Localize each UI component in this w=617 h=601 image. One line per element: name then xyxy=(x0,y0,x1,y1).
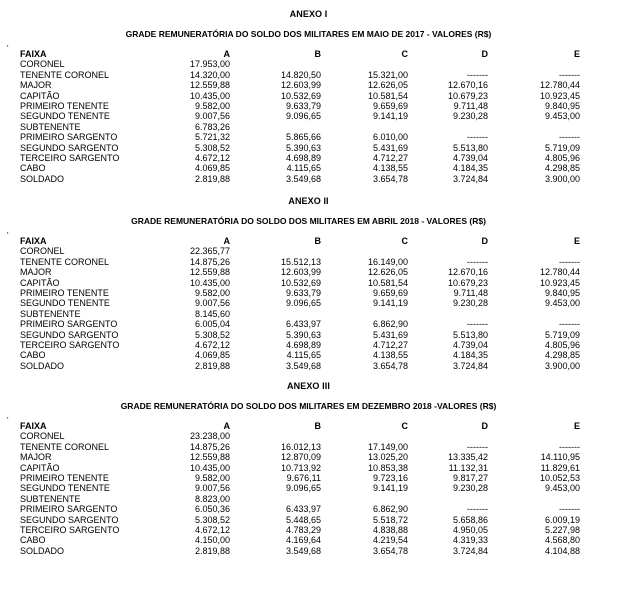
value-cell-a: 8.145,60 xyxy=(194,308,230,319)
table-row xyxy=(20,174,580,184)
value-cell-a: 4.672,12 xyxy=(194,340,230,351)
value-cell-c: 5.431,69 xyxy=(372,142,408,153)
table-row xyxy=(20,80,580,90)
table-row xyxy=(20,525,580,535)
value-cell-a: 10.435,00 xyxy=(189,462,230,473)
table-header-row xyxy=(20,421,580,431)
rank-cell: PRIMEIRO SARGENTO xyxy=(20,504,118,515)
value-cell-e: 9.840,95 xyxy=(544,288,580,299)
value-cell-b: 4.115,65 xyxy=(286,350,321,361)
header-col-d: D xyxy=(481,421,488,431)
value-cell-d: 5.658,86 xyxy=(452,514,488,525)
header-col-e: E xyxy=(573,236,580,246)
rank-cell: SEGUNDO TENENTE xyxy=(20,298,110,309)
value-cell-a: 5.308,52 xyxy=(194,142,230,153)
value-cell-d xyxy=(408,431,488,441)
value-cell-d: ------- xyxy=(467,319,488,330)
value-cell-e xyxy=(488,431,580,441)
annex-3-grade-title: GRADE REMUNERATÓRIA DO SOLDO DOS MILITARES EM DEZEMBRO 2018 -VALORES (R$) xyxy=(120,401,497,411)
value-cell-a: 4.069,85 xyxy=(194,350,230,361)
value-cell-e: 5.719,09 xyxy=(544,329,580,340)
value-cell-a: 12.559,88 xyxy=(189,80,230,91)
value-cell-b: 14.820,50 xyxy=(280,69,321,80)
header-faixa: FAIXA xyxy=(20,421,47,431)
value-cell-b: 12.603,99 xyxy=(280,80,321,91)
rank-cell: CAPITÃO xyxy=(20,462,60,473)
value-cell-b: 16.012,13 xyxy=(280,441,321,452)
rank-cell: SUBTENENTE xyxy=(20,121,81,132)
table-row xyxy=(20,267,580,277)
rank-cell: SOLDADO xyxy=(20,360,65,371)
value-cell-e: 4.298,85 xyxy=(544,163,580,174)
value-cell-b: 10.713,92 xyxy=(280,462,321,473)
table-header-row xyxy=(20,236,580,246)
rank-cell: TERCEIRO SARGENTO xyxy=(20,153,120,164)
value-cell-c: 9.723,16 xyxy=(372,473,408,484)
table-row xyxy=(20,91,580,101)
value-cell-d: 4.319,33 xyxy=(452,535,488,546)
header-col-d: D xyxy=(481,236,488,246)
value-cell-d xyxy=(408,59,488,69)
value-cell-e: 4.104,88 xyxy=(544,545,580,556)
value-cell-c: 4.712,27 xyxy=(372,340,408,351)
value-cell-a: 9.582,00 xyxy=(194,288,230,299)
rank-cell: MAJOR xyxy=(20,80,52,91)
value-cell-d: 9.230,28 xyxy=(452,111,488,122)
value-cell-d: 4.184,35 xyxy=(452,163,488,174)
table-row xyxy=(20,288,580,298)
table-row xyxy=(20,463,580,473)
table-row xyxy=(20,330,580,340)
value-cell-c: 10.853,38 xyxy=(367,462,408,473)
value-cell-e: ------- xyxy=(559,132,580,143)
value-cell-d: ------- xyxy=(467,256,488,267)
value-cell-c xyxy=(321,309,408,319)
value-cell-c: 3.654,78 xyxy=(372,545,408,556)
rank-cell: CABO xyxy=(20,163,46,174)
value-cell-c xyxy=(321,246,408,256)
rank-cell: CABO xyxy=(20,535,46,546)
value-cell-d: 3.724,84 xyxy=(452,173,488,184)
rank-cell: SEGUNDO TENENTE xyxy=(20,111,110,122)
value-cell-a: 12.559,88 xyxy=(189,452,230,463)
table-row xyxy=(20,101,580,111)
value-cell-b: 12.870,09 xyxy=(280,452,321,463)
table-row xyxy=(20,132,580,142)
header-col-b: B xyxy=(314,236,321,246)
value-cell-e: 3.900,00 xyxy=(544,360,580,371)
value-cell-b: 4.169,64 xyxy=(285,535,321,546)
table-row xyxy=(20,278,580,288)
value-cell-c: 4.838,88 xyxy=(372,525,408,536)
value-cell-b: 3.549,68 xyxy=(285,173,321,184)
table-row xyxy=(20,122,580,132)
value-cell-a: 14.875,26 xyxy=(189,256,230,267)
value-cell-e xyxy=(488,59,580,69)
table-body xyxy=(20,431,580,556)
header-faixa: FAIXA xyxy=(20,49,47,59)
rank-cell: PRIMEIRO TENENTE xyxy=(20,288,109,299)
value-cell-b: 3.549,68 xyxy=(285,545,321,556)
value-cell-a: 4.069,85 xyxy=(194,163,230,174)
annex-2-title: ANEXO II xyxy=(288,196,329,206)
value-cell-a: 14.320,00 xyxy=(189,69,230,80)
header-faixa: FAIXA xyxy=(20,236,47,246)
value-cell-d: 9.711,48 xyxy=(453,101,488,112)
value-cell-b xyxy=(230,122,321,132)
rank-cell: TENENTE CORONEL xyxy=(20,441,110,452)
value-cell-b: 4.115,65 xyxy=(286,163,321,174)
value-cell-b: 6.433,97 xyxy=(285,504,321,515)
value-cell-a: 2.819,88 xyxy=(194,360,230,371)
value-cell-d: 12.670,16 xyxy=(447,80,488,91)
rank-cell: CABO xyxy=(20,350,46,361)
header-col-b: B xyxy=(314,421,321,431)
value-cell-b xyxy=(230,246,321,256)
value-cell-e: ------- xyxy=(559,69,580,80)
table-row xyxy=(20,442,580,452)
table-row xyxy=(20,319,580,329)
value-cell-b xyxy=(230,309,321,319)
value-cell-c: 3.654,78 xyxy=(372,360,408,371)
annex-1-title: ANEXO I xyxy=(289,9,328,19)
value-cell-e: 12.780,44 xyxy=(539,267,580,278)
rank-cell: TENENTE CORONEL xyxy=(20,256,110,267)
header-col-c: C xyxy=(401,49,408,59)
value-cell-a: 9.007,56 xyxy=(194,111,230,122)
rank-cell: SUBTENENTE xyxy=(20,308,81,319)
rank-cell: SOLDADO xyxy=(20,545,65,556)
value-cell-d xyxy=(408,122,488,132)
value-cell-b: 12.603,99 xyxy=(280,267,321,278)
value-cell-e: ------- xyxy=(559,504,580,515)
rank-cell: SEGUNDO SARGENTO xyxy=(20,514,119,525)
rank-cell: SEGUNDO TENENTE xyxy=(20,483,110,494)
value-cell-c: 10.581,54 xyxy=(367,90,408,101)
table-row xyxy=(20,483,580,493)
table-row xyxy=(20,494,580,504)
value-cell-a: 5.308,52 xyxy=(194,514,230,525)
value-cell-b: 9.096,65 xyxy=(285,298,321,309)
value-cell-d: 4.184,35 xyxy=(452,350,488,361)
annex-2-grade-title: GRADE REMUNERATÓRIA DO SOLDO DOS MILITARES EM ABRIL 2018 - VALORES (R$) xyxy=(131,216,486,226)
value-cell-b: 4.698,89 xyxy=(285,340,321,351)
value-cell-c: 13.025,20 xyxy=(367,452,408,463)
value-cell-c: 9.141,19 xyxy=(372,483,408,494)
value-cell-e: 4.568,80 xyxy=(544,535,580,546)
table-body xyxy=(20,59,580,184)
table-row xyxy=(20,535,580,545)
rank-cell: CORONEL xyxy=(20,59,65,70)
value-cell-d: 4.739,04 xyxy=(452,153,488,164)
annex-1-grade-title: GRADE REMUNERATÓRIA DO SOLDO DOS MILITARES EM MAIO DE 2017 - VALORES (R$) xyxy=(125,29,492,39)
value-cell-b: 5.390,63 xyxy=(285,329,321,340)
table-row xyxy=(20,431,580,441)
value-cell-d: 5.513,80 xyxy=(452,142,488,153)
rank-cell: CORONEL xyxy=(20,431,65,442)
value-cell-b: 5.865,66 xyxy=(285,132,321,143)
table-row xyxy=(20,257,580,267)
header-col-d: D xyxy=(481,49,488,59)
value-cell-c: 5.431,69 xyxy=(372,329,408,340)
value-cell-a: 6.005,04 xyxy=(194,319,230,330)
value-cell-a: 17.953,00 xyxy=(189,59,230,70)
value-cell-e: ------- xyxy=(559,441,580,452)
value-cell-e xyxy=(488,122,580,132)
header-col-a: A xyxy=(223,421,230,431)
value-cell-d: ------- xyxy=(467,504,488,515)
value-cell-a: 9.582,00 xyxy=(194,473,230,484)
table-row xyxy=(20,340,580,350)
table-row xyxy=(20,59,580,69)
value-cell-d: 11.132,31 xyxy=(448,462,488,473)
value-cell-a: 12.559,88 xyxy=(189,267,230,278)
value-cell-e: 11.829,61 xyxy=(540,462,580,473)
rank-cell: MAJOR xyxy=(20,267,52,278)
value-cell-c: 16.149,00 xyxy=(367,256,408,267)
value-cell-b: 3.549,68 xyxy=(285,360,321,371)
rank-cell: TERCEIRO SARGENTO xyxy=(20,340,120,351)
rank-cell: TERCEIRO SARGENTO xyxy=(20,525,120,536)
value-cell-c: 4.138,55 xyxy=(372,350,408,361)
value-cell-e: ------- xyxy=(559,256,580,267)
value-cell-c: 9.141,19 xyxy=(372,111,408,122)
value-cell-d: 4.739,04 xyxy=(452,340,488,351)
table-row xyxy=(20,473,580,483)
value-cell-e: 12.780,44 xyxy=(539,80,580,91)
value-cell-a: 23.238,00 xyxy=(189,431,230,442)
value-cell-a: 8.823,00 xyxy=(194,493,230,504)
value-cell-d: 5.513,80 xyxy=(452,329,488,340)
value-cell-d: 9.230,28 xyxy=(452,298,488,309)
value-cell-c: 9.659,69 xyxy=(372,288,408,299)
value-cell-c: 3.654,78 xyxy=(372,173,408,184)
value-cell-b: 9.633,79 xyxy=(285,288,321,299)
header-col-e: E xyxy=(573,421,580,431)
value-cell-c: 6.862,90 xyxy=(372,504,408,515)
table-row xyxy=(20,111,580,121)
value-cell-a: 9.007,56 xyxy=(194,298,230,309)
header-col-c: C xyxy=(401,236,408,246)
value-cell-c xyxy=(321,59,408,69)
table-row xyxy=(20,350,580,360)
value-cell-d: 3.724,84 xyxy=(452,545,488,556)
annex-1-table xyxy=(20,49,580,184)
value-cell-d xyxy=(408,246,488,256)
value-cell-c: 4.138,55 xyxy=(372,163,408,174)
table-row xyxy=(20,452,580,462)
value-cell-b: 9.633,79 xyxy=(285,101,321,112)
value-cell-c: 9.659,69 xyxy=(372,101,408,112)
header-col-b: B xyxy=(314,49,321,59)
value-cell-d: 4.950,05 xyxy=(452,525,488,536)
value-cell-d: 9.711,48 xyxy=(453,288,488,299)
value-cell-e: 3.900,00 xyxy=(544,173,580,184)
value-cell-d: 10.679,23 xyxy=(447,277,488,288)
value-cell-d xyxy=(408,494,488,504)
value-cell-a: 5.308,52 xyxy=(194,329,230,340)
rank-cell: PRIMEIRO TENENTE xyxy=(20,101,109,112)
table-row xyxy=(20,153,580,163)
value-cell-c: 5.518,72 xyxy=(372,514,408,525)
value-cell-d: 13.335,42 xyxy=(447,452,488,463)
table-row xyxy=(20,143,580,153)
value-cell-b: 6.433,97 xyxy=(285,319,321,330)
value-cell-d: 9.230,28 xyxy=(452,483,488,494)
value-cell-d: 10.679,23 xyxy=(447,90,488,101)
value-cell-a: 6.783,26 xyxy=(194,121,230,132)
value-cell-e: 4.298,85 xyxy=(544,350,580,361)
value-cell-a: 4.672,12 xyxy=(194,153,230,164)
value-cell-b xyxy=(230,431,321,441)
value-cell-d: ------- xyxy=(467,441,488,452)
value-cell-e xyxy=(488,246,580,256)
value-cell-a: 6.050,36 xyxy=(194,504,230,515)
value-cell-c: 6.862,90 xyxy=(372,319,408,330)
header-col-e: E xyxy=(573,49,580,59)
value-cell-c: 4.712,27 xyxy=(372,153,408,164)
value-cell-b: 9.096,65 xyxy=(285,483,321,494)
rank-cell: CAPITÃO xyxy=(20,90,60,101)
value-cell-e: ------- xyxy=(559,319,580,330)
value-cell-e: 9.453,00 xyxy=(544,298,580,309)
table-row xyxy=(20,504,580,514)
value-cell-c xyxy=(321,122,408,132)
value-cell-b xyxy=(230,59,321,69)
rank-cell: PRIMEIRO SARGENTO xyxy=(20,319,118,330)
value-cell-d: 12.670,16 xyxy=(447,267,488,278)
value-cell-c xyxy=(321,431,408,441)
table-body xyxy=(20,246,580,371)
value-cell-e: 4.805,96 xyxy=(544,153,580,164)
table-row xyxy=(20,298,580,308)
rank-cell: MAJOR xyxy=(20,452,52,463)
value-cell-e: 10.052,53 xyxy=(539,473,580,484)
value-cell-a: 14.875,26 xyxy=(189,441,230,452)
table-header-row xyxy=(20,49,580,59)
table-row xyxy=(20,361,580,371)
value-cell-b: 4.698,89 xyxy=(285,153,321,164)
table-row xyxy=(20,515,580,525)
table-row xyxy=(20,546,580,556)
value-cell-a: 9.582,00 xyxy=(194,101,230,112)
value-cell-c: 12.626,05 xyxy=(367,80,408,91)
annex-3-title: ANEXO III xyxy=(287,381,330,391)
value-cell-a: 10.435,00 xyxy=(189,277,230,288)
value-cell-e: 5.719,09 xyxy=(544,142,580,153)
rank-cell: CAPITÃO xyxy=(20,277,60,288)
annex-3-table xyxy=(20,421,580,556)
value-cell-c: 17.149,00 xyxy=(367,441,408,452)
value-cell-a: 5.721,32 xyxy=(194,132,230,143)
rank-cell: PRIMEIRO TENENTE xyxy=(20,473,109,484)
value-cell-a: 22.365,77 xyxy=(189,246,230,257)
rank-cell: CORONEL xyxy=(20,246,65,257)
value-cell-a: 2.819,88 xyxy=(194,545,230,556)
value-cell-c: 6.010,00 xyxy=(372,132,408,143)
value-cell-e: 9.840,95 xyxy=(544,101,580,112)
value-cell-a: 2.819,88 xyxy=(194,173,230,184)
margin-tick: ' xyxy=(7,44,9,53)
value-cell-e xyxy=(488,309,580,319)
value-cell-e: 10.923,45 xyxy=(539,90,580,101)
annex-2-table xyxy=(20,236,580,371)
value-cell-e: 10.923,45 xyxy=(539,277,580,288)
margin-tick: ' xyxy=(7,416,9,425)
value-cell-d: 9.817,27 xyxy=(452,473,488,484)
value-cell-b: 5.390,63 xyxy=(285,142,321,153)
value-cell-b: 15.512,13 xyxy=(280,256,321,267)
value-cell-e: 9.453,00 xyxy=(544,483,580,494)
rank-cell: SEGUNDO SARGENTO xyxy=(20,329,119,340)
value-cell-c: 15.321,00 xyxy=(367,69,408,80)
value-cell-b: 10.532,69 xyxy=(280,90,321,101)
value-cell-b: 10.532,69 xyxy=(280,277,321,288)
table-row xyxy=(20,309,580,319)
rank-cell: SOLDADO xyxy=(20,173,65,184)
value-cell-e: 5.227,98 xyxy=(544,525,580,536)
value-cell-a: 10.435,00 xyxy=(189,90,230,101)
header-col-a: A xyxy=(223,49,230,59)
table-row xyxy=(20,246,580,256)
value-cell-b: 9.096,65 xyxy=(285,111,321,122)
value-cell-c: 12.626,05 xyxy=(367,267,408,278)
value-cell-b: 9.676,11 xyxy=(286,473,321,484)
rank-cell: SEGUNDO SARGENTO xyxy=(20,142,119,153)
value-cell-c: 4.219,54 xyxy=(372,535,408,546)
value-cell-d xyxy=(408,309,488,319)
value-cell-b xyxy=(230,494,321,504)
value-cell-c: 9.141,19 xyxy=(372,298,408,309)
value-cell-a: 4.150,00 xyxy=(194,535,230,546)
rank-cell: TENENTE CORONEL xyxy=(20,69,110,80)
table-row xyxy=(20,70,580,80)
header-col-a: A xyxy=(223,236,230,246)
value-cell-d: ------- xyxy=(467,69,488,80)
value-cell-a: 4.672,12 xyxy=(194,525,230,536)
value-cell-e: 4.805,96 xyxy=(544,340,580,351)
rank-cell: SUBTENENTE xyxy=(20,493,81,504)
value-cell-e xyxy=(488,494,580,504)
value-cell-d: 3.724,84 xyxy=(452,360,488,371)
table-row xyxy=(20,163,580,173)
value-cell-b: 5.448,65 xyxy=(285,514,321,525)
rank-cell: PRIMEIRO SARGENTO xyxy=(20,132,118,143)
value-cell-d: ------- xyxy=(467,132,488,143)
margin-tick: ' xyxy=(7,231,9,240)
value-cell-c xyxy=(321,494,408,504)
value-cell-b: 4.783,29 xyxy=(285,525,321,536)
value-cell-e: 6.009,19 xyxy=(544,514,580,525)
header-col-c: C xyxy=(401,421,408,431)
value-cell-e: 9.453,00 xyxy=(544,111,580,122)
value-cell-e: 14.110,95 xyxy=(540,452,580,463)
value-cell-a: 9.007,56 xyxy=(194,483,230,494)
value-cell-c: 10.581,54 xyxy=(367,277,408,288)
